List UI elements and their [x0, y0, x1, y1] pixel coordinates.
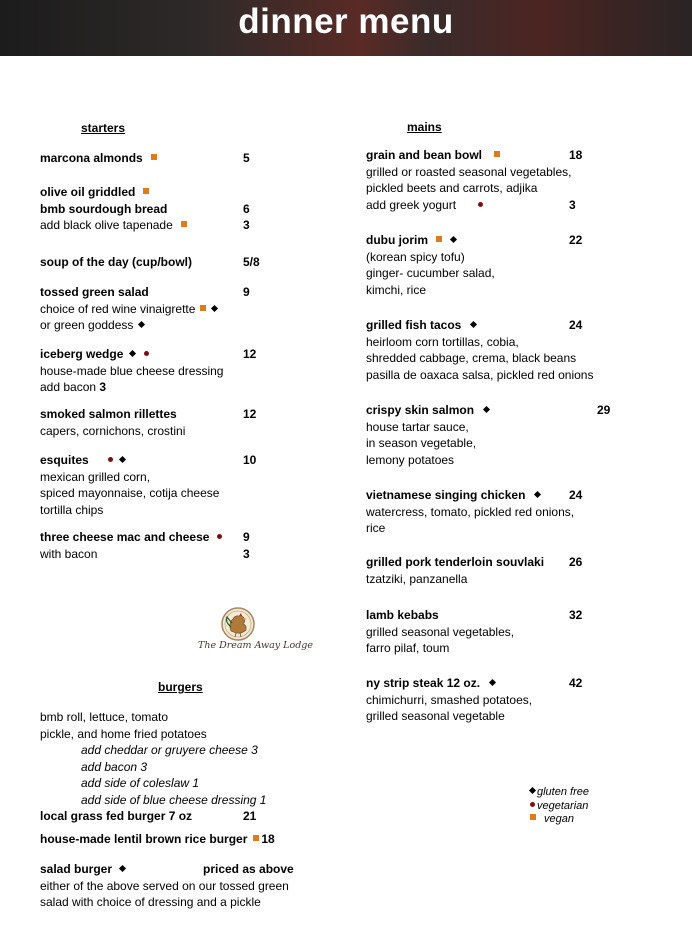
legend-label: vegan [544, 813, 574, 825]
item-price: 21 [243, 809, 257, 823]
menu-item-olive-oil-bread [40, 184, 250, 234]
gluten-free-icon [119, 456, 126, 463]
menu-item-soup [40, 254, 260, 271]
item-name: vietnamese singing chicken [366, 488, 526, 502]
logo-wordmark: The Dream Away Lodge [198, 640, 313, 651]
menu-item-ny-strip-steak [366, 675, 583, 725]
item-price: 12 [243, 347, 257, 361]
item-addon: add greek yogurt [366, 197, 457, 212]
vegetarian-icon [530, 802, 535, 807]
burger-base-line2: pickle, and home fried potatoes [40, 726, 207, 741]
item-desc: ginger- cucumber salad, [366, 266, 495, 280]
vegetarian-icon [144, 351, 149, 356]
menu-item-lamb-kebabs [366, 607, 583, 657]
burger-addon-bacon: add bacon 3 [81, 759, 148, 774]
item-price: 26 [569, 555, 583, 569]
vegan-icon [200, 305, 206, 311]
header-banner [0, 0, 692, 56]
gluten-free-icon [534, 491, 541, 498]
item-price: 10 [243, 453, 257, 467]
legend-gluten-free [530, 786, 589, 800]
starters-heading: starters [81, 121, 126, 135]
item-name: lamb kebabs [366, 608, 439, 622]
item-desc: pasilla de oaxaca salsa, pickled red onions [366, 367, 594, 382]
item-desc: or green goddess [40, 318, 134, 332]
item-price: 9 [243, 530, 250, 544]
menu-item-iceberg-wedge [40, 346, 257, 396]
item-desc: choice of red wine vinaigrette [40, 301, 196, 316]
gluten-free-icon [129, 350, 136, 357]
item-addon: with bacon [40, 546, 98, 561]
vegan-icon [494, 151, 500, 157]
item-desc: grilled seasonal vegetables, [366, 624, 515, 639]
addon-price: 3 [243, 546, 250, 561]
item-name: house-made lentil brown rice burger [40, 832, 248, 846]
item-desc: house-made blue cheese dressing [40, 363, 224, 378]
item-price: 5/8 [243, 255, 260, 269]
item-price: 42 [569, 676, 583, 690]
menu-item-grilled-fish-tacos [366, 317, 593, 383]
legend-label: gluten free [537, 786, 589, 798]
menu-item-vietnamese-chicken [366, 487, 583, 537]
item-price: priced as above [203, 862, 294, 876]
mains-heading: mains [407, 120, 442, 134]
item-desc: lemony potatoes [366, 452, 455, 467]
burger-addon-blue-cheese: add side of blue cheese dressing 1 [81, 792, 267, 807]
item-price: 5 [243, 151, 250, 165]
legend-vegetarian [530, 800, 589, 814]
gluten-free-icon [529, 787, 536, 794]
burgers-heading: burgers [158, 680, 203, 694]
menu-item-crispy-skin-salmon [366, 402, 611, 468]
vegan-icon [530, 814, 536, 820]
vegetarian-icon [108, 457, 113, 462]
item-desc: house tartar sauce, [366, 419, 469, 434]
item-addon: add bacon [40, 380, 97, 394]
vegan-icon [181, 221, 187, 227]
item-name: ny strip steak 12 oz. [366, 676, 481, 690]
item-desc: in season vegetable, [366, 436, 477, 450]
item-name: esquites [40, 453, 89, 467]
item-desc: tortilla chips [40, 502, 104, 517]
item-desc: farro pilaf, toum [366, 641, 450, 655]
gluten-free-icon [138, 321, 145, 328]
item-name: three cheese mac and cheese [40, 530, 210, 544]
gluten-free-icon [470, 321, 477, 328]
item-name: iceberg wedge [40, 347, 124, 361]
burger-base-line1: bmb roll, lettuce, tomato [40, 710, 169, 724]
item-desc: chimichurri, smashed potatoes, [366, 692, 533, 707]
item-name: soup of the day (cup/bowl) [40, 255, 192, 269]
item-addon: add black olive tapenade [40, 218, 173, 232]
addon-price: 3 [243, 218, 250, 232]
item-desc: pickled beets and carrots, adjika [366, 181, 538, 195]
item-name: grilled pork tenderloin souvlaki [366, 555, 545, 569]
item-name: grain and bean bowl [366, 148, 483, 162]
gluten-free-icon [211, 304, 218, 311]
item-name: grilled fish tacos [366, 318, 462, 332]
item-price: 32 [569, 608, 583, 622]
item-desc: shredded cabbage, crema, black beans [366, 351, 577, 365]
menu-item-marcona-almonds [40, 150, 250, 167]
item-name: local grass fed burger 7 oz [40, 809, 193, 823]
vegan-icon [151, 154, 157, 160]
item-desc: salad with choice of dressing and a pickle [40, 895, 261, 909]
menu-item-tossed-green-salad [40, 284, 250, 334]
item-desc: grilled seasonal vegetable [366, 709, 505, 723]
item-desc: either of the above served on our tossed green [40, 878, 289, 893]
gluten-free-icon [450, 236, 457, 243]
item-price: 12 [243, 407, 257, 421]
menu-item-smoked-salmon-rillettes [40, 406, 257, 439]
item-desc: heirloom corn tortillas, cobia, [366, 334, 519, 349]
menu-item-esquites [40, 452, 257, 518]
item-name: salad burger [40, 862, 113, 876]
burger-addon-cheese: add cheddar or gruyere cheese 3 [81, 743, 258, 757]
menu-item-dubu-jorim [366, 232, 583, 298]
item-desc: (korean spicy tofu) [366, 249, 465, 264]
gluten-free-icon [119, 865, 126, 872]
item-price: 24 [569, 488, 583, 502]
item-price: 24 [569, 318, 583, 332]
vegan-icon [436, 236, 442, 242]
item-name: tossed green salad [40, 285, 149, 299]
item-desc: capers, cornichons, crostini [40, 423, 186, 438]
item-desc: mexican grilled corn, [40, 469, 151, 484]
item-desc: kimchi, rice [366, 282, 427, 297]
page-title: dinner menu [238, 2, 454, 41]
item-price: 29 [597, 403, 611, 417]
item-name-line2: bmb sourdough bread [40, 201, 168, 216]
menu-item-mac-and-cheese [40, 529, 250, 562]
burger-options [40, 709, 266, 825]
item-name: dubu jorim [366, 233, 428, 247]
addon-price: 3 [569, 197, 576, 212]
gluten-free-icon [489, 679, 496, 686]
item-price: 22 [569, 233, 583, 247]
dietary-legend [530, 786, 589, 827]
gluten-free-icon [483, 406, 490, 413]
item-price: 6 [243, 201, 250, 216]
item-desc: rice [366, 521, 386, 535]
menu-item-salad-burger [40, 861, 294, 911]
menu-item-grain-bean-bowl [366, 147, 583, 213]
legend-vegan [530, 813, 589, 827]
item-desc: grilled or roasted seasonal vegetables, [366, 164, 572, 179]
item-name: crispy skin salmon [366, 403, 475, 417]
menu-item-lentil-burger [40, 831, 275, 848]
vegan-icon [253, 835, 259, 841]
vegetarian-icon [217, 534, 222, 539]
addon-price: 3 [99, 380, 107, 394]
vegan-icon [143, 188, 149, 194]
item-name: marcona almonds [40, 151, 143, 165]
item-desc: watercress, tomato, pickled red onions, [366, 504, 575, 519]
item-desc: spiced mayonnaise, cotija cheese [40, 486, 220, 500]
item-desc: tzatziki, panzanella [366, 571, 468, 586]
item-name: smoked salmon rillettes [40, 407, 177, 421]
menu-item-pork-souvlaki [366, 554, 583, 587]
item-name-line1: olive oil griddled [40, 185, 136, 199]
vegetarian-icon [478, 202, 483, 207]
legend-label: vegetarian [537, 799, 589, 812]
item-price: 18 [569, 148, 583, 162]
burger-addon-coleslaw: add side of coleslaw 1 [81, 776, 200, 790]
item-price: 9 [243, 285, 250, 299]
item-price: 18 [261, 832, 275, 846]
